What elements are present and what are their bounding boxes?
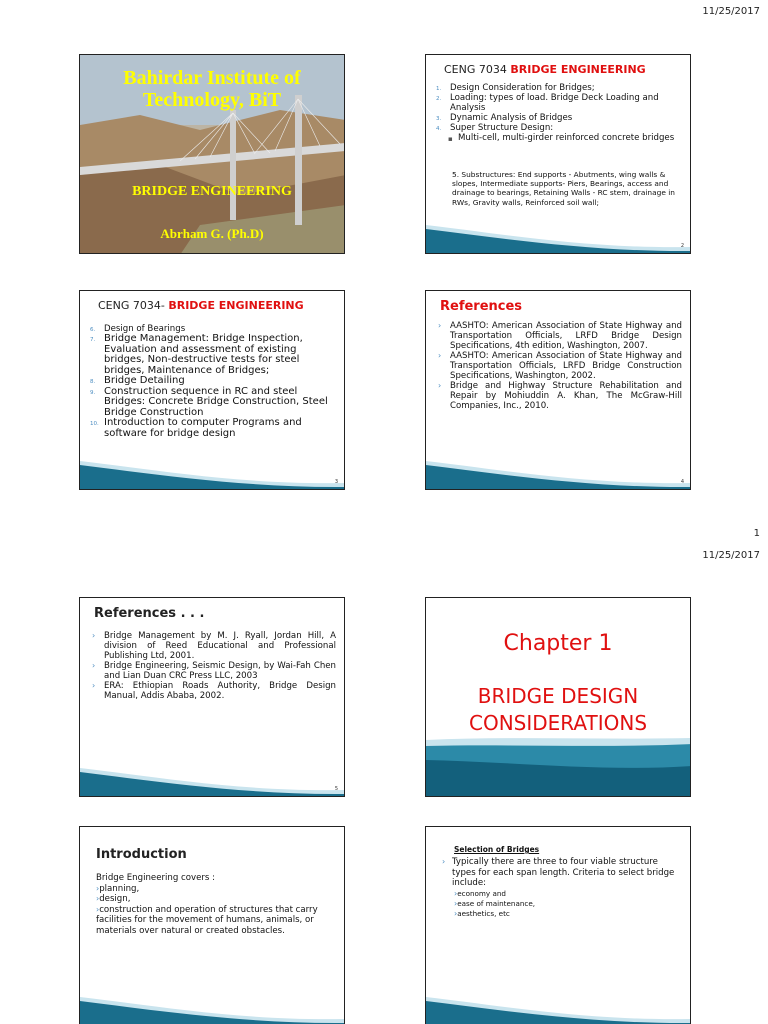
page-date: 11/25/2017	[702, 6, 760, 17]
slide-title-subtitle: BRIDGE ENGINEERING	[132, 184, 292, 199]
list-item: aesthetics, etc	[457, 908, 510, 918]
outline-list	[90, 324, 330, 439]
list-item: ease of maintenance,	[457, 898, 536, 908]
decorative-wave	[80, 455, 345, 489]
decorative-wave	[426, 991, 691, 1024]
list-item: 2. Loading: types of load. Bridge Deck Loading and Analysis	[436, 93, 659, 113]
list-item: 3. Dynamic Analysis of Bridges	[436, 113, 573, 123]
list-item: planning,	[99, 883, 140, 894]
slide-selection-of-bridges	[425, 826, 691, 1024]
slide-title	[79, 54, 345, 254]
decorative-wave	[426, 219, 691, 253]
list-item: › Bridge and Highway Structure Rehabilitation and Repair by Mohiuddin A. Khan, The McGraw-Hill Companies, Inc., 2010.	[438, 381, 682, 411]
list-item: 1. Design Consideration for Bridges;	[436, 83, 595, 93]
slide-course-outline-1	[425, 54, 691, 254]
list-item: › Bridge Engineering, Seismic Design, by Wai-Fah Chen and Lian Duan CRC Press LLC, 2003	[92, 661, 336, 681]
list-item: › AASHTO: American Association of State Highway and Transportation Officials, LRFD Bridge Construction Specifications, Washington, 2002.	[438, 351, 682, 381]
slide-course-outline-2	[79, 290, 345, 490]
list-item: construction and operation of structures that carry facilities for the movement of humans, animals, or materials over natural or created obstacles.	[96, 904, 318, 936]
page-number: 1	[753, 528, 760, 539]
slide-number: 5	[334, 786, 338, 792]
slide-introduction	[79, 826, 345, 1024]
list-item: 4. Super Structure Design:	[436, 123, 554, 133]
intro-text: Bridge Engineering covers : ›planning, ›design, ›construction and operation of structures that carry facilities for the movement of humans, animals, or materials over natural or created obstacles.	[96, 873, 318, 936]
page-date: 11/25/2017	[702, 550, 760, 561]
substructures-text: 5. Substructures: End supports - Abutments, wing walls & slopes, Intermediate supports- Piers, Bearings, access and drainage to bearings, Retaining Walls - RC stem, drainage in RWs, Gravity walls, Reinforced soil wall;	[452, 170, 675, 207]
slide-header: CENG 7034 BRIDGE ENGINEERING	[444, 63, 646, 76]
chapter-title: BRIDGE DESIGN CONSIDERATIONS	[468, 684, 648, 735]
list-item: 9. Construction sequence in RC and steel Bridges: Concrete Bridge Construction, Steel Bridge Construction	[90, 385, 328, 418]
slide-references-2	[79, 597, 345, 797]
outline-list	[436, 83, 684, 143]
slide-title-author: Abrham G. (Ph.D)	[160, 226, 264, 241]
slide-title-heading: Bahirdar Institute of Technology, BiT	[123, 67, 301, 111]
list-item: 7. Bridge Management: Bridge Inspection, Evaluation and assessment of existing bridges, Non-destructive tests for steel bridges, Maintenance of Bridges;	[90, 333, 303, 376]
list-item: 10. Introduction to computer Programs and software for bridge design	[90, 417, 302, 439]
reference-list	[436, 321, 682, 411]
slide-number: 2	[680, 243, 684, 249]
list-item: 8. Bridge Detailing	[90, 375, 185, 386]
list-item: economy and	[457, 888, 506, 898]
slide-title: Introduction	[96, 847, 187, 862]
list-item: › AASHTO: American Association of State Highway and Transportation Officials, LRFD Bridge Design Specifications, 4th edition, Washington, 2007.	[438, 321, 682, 351]
list-item: design,	[99, 894, 131, 904]
decorative-wave	[426, 736, 691, 796]
decorative-wave	[80, 762, 345, 796]
list-item: › ERA: Ethiopian Roads Authority, Bridge Design Manual, Addis Ababa, 2002.	[92, 681, 336, 701]
slide-number: 4	[680, 479, 684, 485]
list-item: ▪ Multi-cell, multi-girder reinforced concrete bridges	[448, 133, 675, 143]
slide-title: References	[440, 299, 523, 314]
list-item: 6. Design of Bearings	[90, 324, 186, 334]
reference-list	[90, 631, 336, 701]
decorative-wave	[426, 455, 691, 489]
selection-text: › Typically there are three to four viable structure types for each span length. Criteria to select bridge include: ›economy and ›ease of maintenance, ›aesthetics, etc	[442, 857, 675, 918]
decorative-wave	[80, 991, 345, 1024]
slide-header: CENG 7034- BRIDGE ENGINEERING	[98, 299, 304, 312]
chapter-number: Chapter 1	[503, 631, 613, 656]
slide-number: 3	[334, 479, 338, 485]
list-item: › Bridge Management by M. J. Ryall, Jordan Hill, A division of Reed Educational and Professional Publishing Ltd, 2001.	[92, 631, 336, 661]
slide-title: References . . .	[94, 606, 205, 621]
slide-references-1	[425, 290, 691, 490]
section-heading: Selection of Bridges	[454, 845, 540, 854]
slide-chapter-title	[425, 597, 691, 797]
